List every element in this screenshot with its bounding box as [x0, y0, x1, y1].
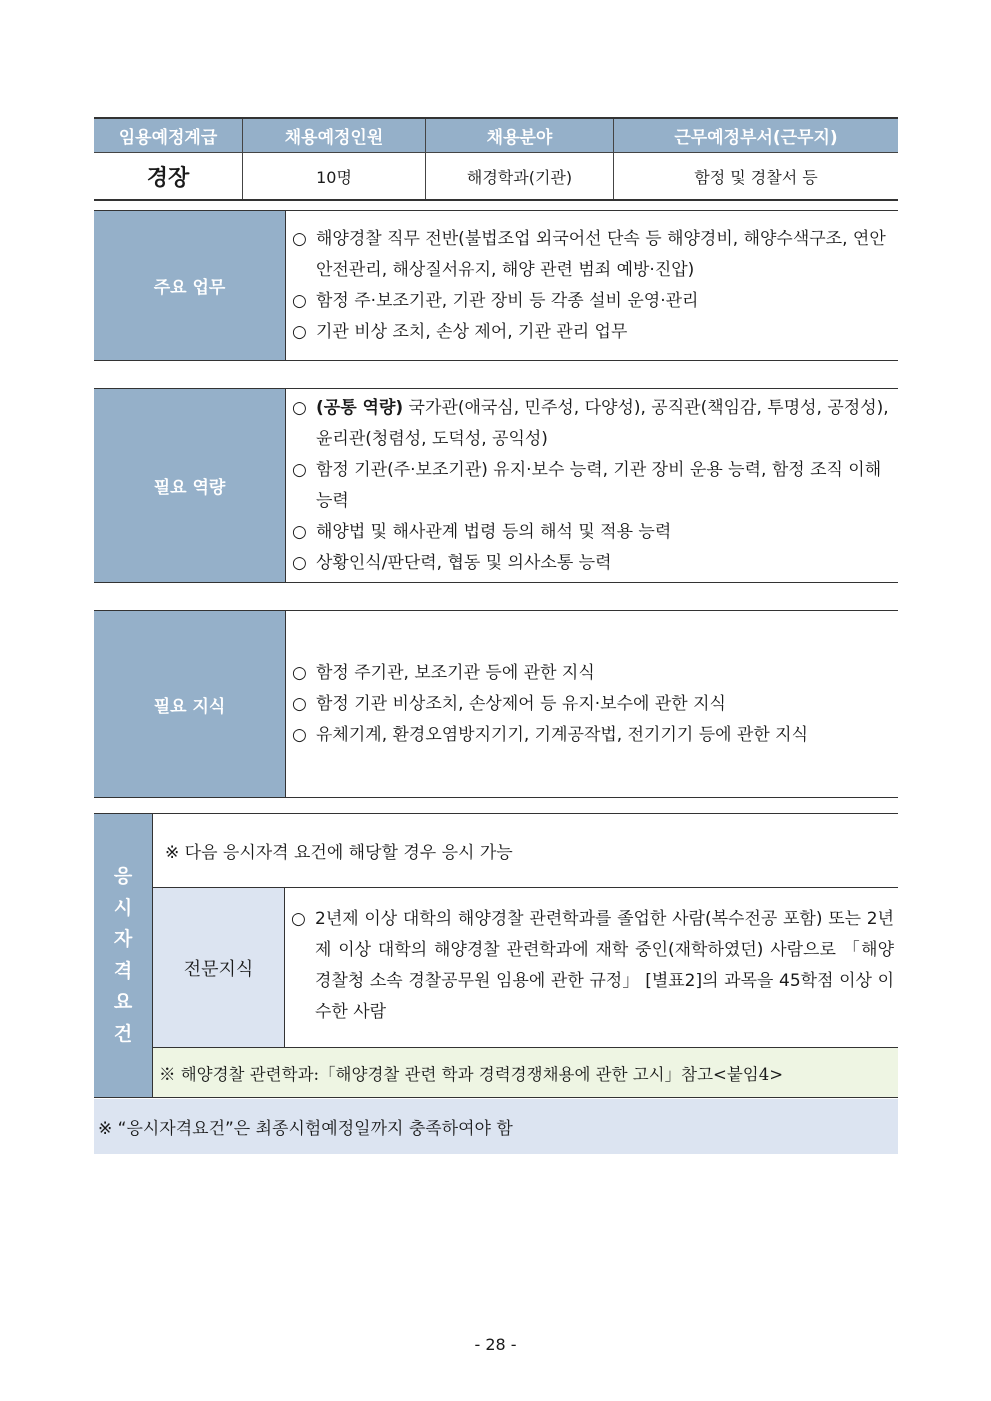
table-row [94, 153, 898, 201]
eligibility-label-char: 건 [113, 1022, 133, 1045]
eligibility-label-char: 응 [113, 865, 133, 887]
recruitment-summary-table [94, 117, 898, 201]
competency-text: 해양법 및 해사관계 법령 등의 해석 및 적용 능력 [316, 521, 672, 542]
knowledge-section [94, 610, 898, 798]
knowledge-text: 유체기계, 환경오염방지기기, 기계공작법, 전기기기 등에 관한 지식 [316, 724, 809, 745]
eligibility-vertical-label [94, 814, 153, 1097]
competency-text [316, 393, 894, 455]
circle-bullet-icon: ○ [292, 228, 307, 249]
column-header-field: 채용분야 [426, 118, 614, 153]
competency-section [94, 388, 898, 583]
duties-section [94, 210, 898, 361]
expertise-body [285, 888, 898, 1048]
eligibility-label-char: 자 [113, 928, 133, 950]
expertise-label: 전문지식 [153, 888, 285, 1048]
duties-body [286, 211, 898, 360]
circle-bullet-icon: ○ [292, 321, 307, 342]
duty-text: 기관 비상 조치, 손상 제어, 기관 관리 업무 [316, 321, 628, 342]
circle-bullet-icon: ○ [292, 290, 307, 311]
list-item [292, 517, 894, 548]
circle-bullet-icon: ○ [292, 693, 307, 714]
eligibility-label-char: 시 [113, 896, 133, 919]
list-item [292, 455, 894, 517]
eligibility-note: ※ 다음 응시자격 요건에 해당할 경우 응시 가능 [153, 814, 898, 888]
eligibility-label-char: 요 [113, 991, 133, 1013]
list-item [292, 689, 894, 720]
competency-body [286, 389, 898, 582]
circle-bullet-icon: ○ [292, 724, 307, 745]
circle-bullet-icon: ○ [292, 662, 307, 683]
page-number: - 28 - [474, 1335, 517, 1354]
competency-text: 함정 기관(주·보조기관) 유지·보수 능력, 기관 장비 운용 능력, 함정 조직 이해능력 [316, 459, 882, 511]
knowledge-body [286, 611, 898, 797]
eligibility-section [94, 813, 898, 1098]
expertise-text: 2년제 이상 대학의 해양경찰 관련학과를 졸업한 사람(복수전공 포함) 또는 2년제 이상 대학의 해양경찰 관련학과에 재학 중인(재학하였던) 사람으로 「해양경찰청 소속 경찰공무원 임용에 관한 규정」 [별표2]의 과목을 45학점 이상 이수한 사람 [315, 909, 894, 1022]
list-item [292, 548, 894, 579]
common-competency-heading: (공통 역량) [316, 397, 404, 418]
headcount-value: 10명 [243, 153, 426, 201]
rank-value: 경장 [94, 153, 243, 201]
final-note: ※ “응시자격요건”은 최종시험예정일까지 충족하여야 함 [94, 1099, 898, 1154]
duty-text: 함정 주·보조기관, 기관 장비 등 각종 설비 운영·관리 [316, 290, 699, 311]
knowledge-text: 함정 주기관, 보조기관 등에 관한 지식 [316, 662, 595, 683]
competency-text: 상황인식/판단력, 협동 및 의사소통 능력 [316, 552, 612, 573]
list-item [292, 317, 894, 348]
circle-bullet-icon: ○ [292, 459, 307, 480]
column-header-department: 근무예정부서(근무지) [614, 118, 899, 153]
knowledge-label: 필요 지식 [94, 611, 286, 797]
column-header-headcount: 채용예정인원 [243, 118, 426, 153]
competency-label: 필요 역량 [94, 389, 286, 582]
field-value: 해경학과(기관) [426, 153, 614, 201]
department-value: 함정 및 경찰서 등 [614, 153, 899, 201]
list-item [292, 286, 894, 317]
circle-bullet-icon: ○ [292, 521, 307, 542]
list-item [292, 658, 894, 689]
table-header-row [94, 118, 898, 153]
eligibility-label-char: 격 [113, 959, 133, 982]
list-item [292, 224, 894, 286]
list-item [292, 393, 894, 455]
circle-bullet-icon: ○ [291, 909, 306, 929]
common-competency-detail: 국가관(애국심, 민주성, 다양성), 공직관(책임감, 투명성, 공정성), 윤리관(청렴성, 도덕성, 공익성) [316, 397, 889, 449]
list-item [291, 904, 894, 1028]
duties-label: 주요 업무 [94, 211, 286, 360]
circle-bullet-icon: ○ [292, 552, 307, 573]
column-header-rank: 임용예정계급 [94, 118, 243, 153]
duty-text: 해양경찰 직무 전반(불법조업 외국어선 단속 등 해양경비, 해양수색구조, 연안안전관리, 해상질서유지, 해양 관련 범죄 예방·진압) [316, 228, 886, 280]
knowledge-text: 함정 기관 비상조치, 손상제어 등 유지·보수에 관한 지식 [316, 693, 726, 714]
circle-bullet-icon: ○ [292, 397, 307, 418]
related-departments-footnote: ※ 해양경찰 관련학과:「해양경찰 관련 학과 경력경쟁채용에 관한 고시」참고<붙임4> [153, 1048, 898, 1097]
list-item [292, 720, 894, 751]
